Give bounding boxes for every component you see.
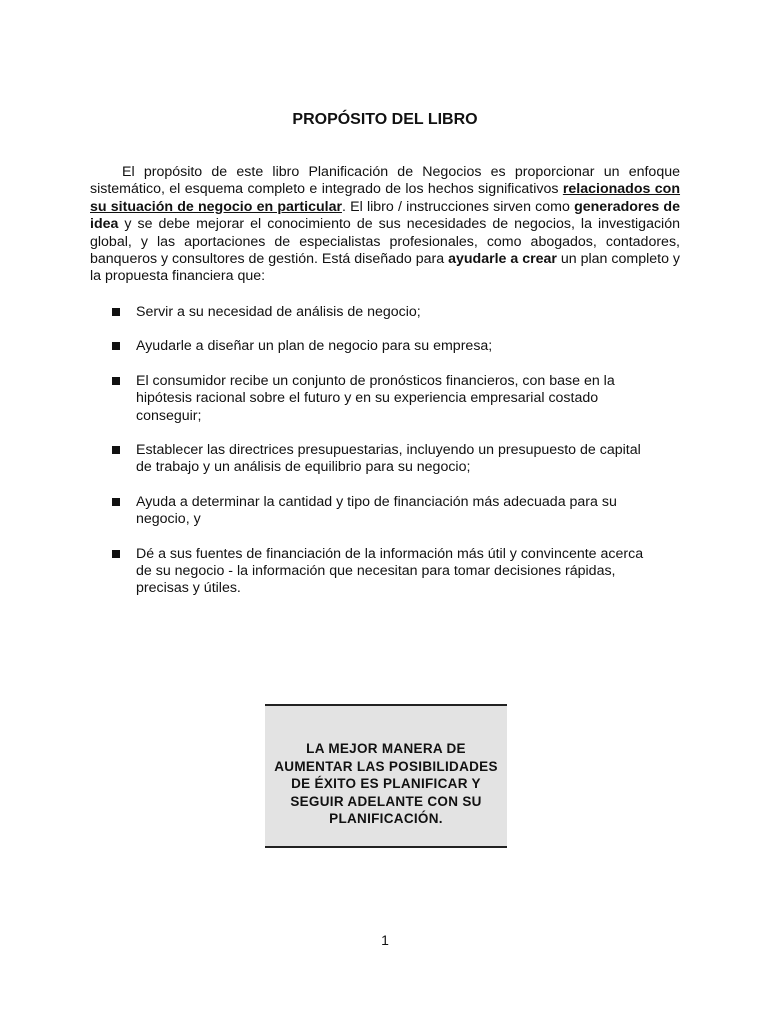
list-item — [112, 494, 652, 529]
list-item-text: Ayuda a determinar la cantidad y tipo de financiación más adecuada para su negocio, y — [136, 493, 617, 528]
intro-text-part-2: . El libro / instrucciones sirven como — [342, 198, 575, 215]
square-bullet-icon — [112, 446, 120, 454]
intro-underlined-text: relacionados con su situación de negocio en particular — [90, 181, 681, 215]
list-item — [112, 373, 652, 425]
list-item — [112, 546, 652, 598]
intro-text-part-3: y se debe mejorar el conocimiento de sus necesidades de negocios, la investigación global, y las aportaciones de especialistas profesionales, como abogados, contadores, banqueros y consultores de gestión. Está diseñado para — [90, 216, 680, 268]
list-item-text: El consumidor recibe un conjunto de pronósticos financieros, con base en la hipótesis racional sobre el futuro y en su experiencia empresarial costado conseguir; — [136, 372, 615, 424]
intro-paragraph — [90, 164, 680, 286]
list-item-text: Establecer las directrices presupuestarias, incluyendo un presupuesto de capital de trabajo y un análisis de equilibrio para su negocio; — [136, 442, 641, 476]
callout-text: LA MEJOR MANERA DE AUMENTAR LAS POSIBILIDADES DE ÉXITO ES PLANIFICAR Y SEGUIR ADELANTE CON SU PLANIFICACIÓN. — [274, 741, 498, 827]
callout-box — [265, 704, 507, 848]
square-bullet-icon — [112, 550, 120, 558]
list-item — [112, 304, 652, 321]
square-bullet-icon — [112, 342, 120, 350]
page-number: 1 — [381, 932, 389, 948]
square-bullet-icon — [112, 377, 120, 385]
list-item — [112, 338, 652, 355]
bullet-list — [112, 304, 652, 615]
list-item-text: Servir a su necesidad de análisis de negocio; — [136, 304, 421, 320]
square-bullet-icon — [112, 498, 120, 506]
square-bullet-icon — [112, 308, 120, 316]
list-item-text: Ayudarle a diseñar un plan de negocio para su empresa; — [136, 338, 493, 355]
list-item-text: Dé a sus fuentes de financiación de la información más útil y convincente acerca de su negocio - la información que necesitan para tomar decisiones rápidas, precisas y útiles. — [136, 545, 644, 597]
page-title: PROPÓSITO DEL LIBRO — [292, 111, 478, 128]
intro-text-part-1: El propósito de este libro Planificación de Negocios es proporcionar un enfoque sistemático, el esquema completo e integrado de los hechos significativos — [90, 164, 680, 198]
intro-bold-text-2: ayudarle a crear — [448, 251, 557, 268]
intro-text-part-4: un plan completo y la propuesta financiera que: — [90, 251, 680, 285]
list-item — [112, 442, 652, 477]
intro-bold-text-1: generadores de idea — [90, 198, 680, 233]
